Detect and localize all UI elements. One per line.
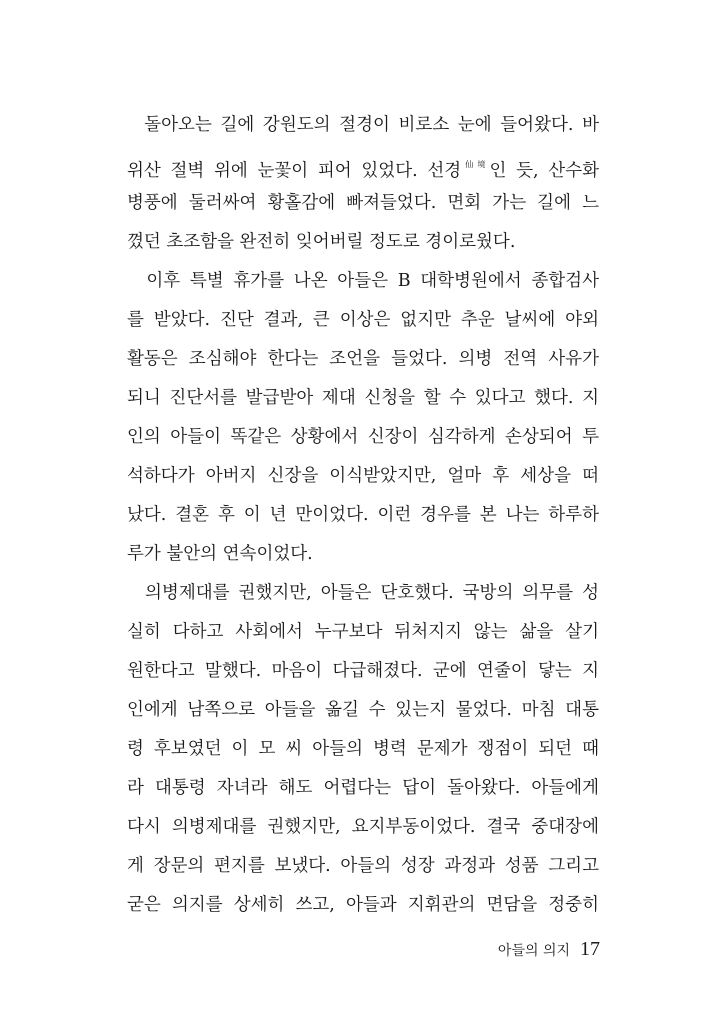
- text-line: 다시 의병제대를 권했지만, 요지부동이었다. 결국 중대장에: [127, 817, 599, 837]
- text-line: 석하다가 아버지 신장을 이식받았지만, 얼마 후 세상을 떠: [127, 466, 599, 486]
- text-line: 병풍에 둘러싸여 황홀감에 빠져들었다. 면회 가는 길에 느: [127, 193, 599, 213]
- page-number: 17: [580, 938, 600, 960]
- text-line: 났다. 결혼 후 이 년 만이었다. 이런 경우를 본 나는 하루하: [127, 505, 599, 525]
- text-line: 되니 진단서를 발급받아 제대 신청을 할 수 있다고 했다. 지: [127, 388, 599, 408]
- text-line: 령 후보였던 이 모 씨 아들의 병력 문제가 쟁점이 되던 때: [127, 739, 599, 759]
- text-segment: 위산 절벽 위에 눈꽃이 피어 있었다. 선경: [127, 161, 462, 181]
- text-line: 돌아오는 길에 강원도의 절경이 비로소 눈에 들어왔다. 바: [127, 115, 599, 135]
- text-line: [127, 145, 599, 184]
- text-segment: 인 듯, 산수화: [489, 161, 600, 181]
- text-line: 이후 특별 휴가를 나온 아들은 B 대학병원에서 종합검사: [127, 271, 599, 291]
- text-line: 를 받았다. 진단 결과, 큰 이상은 없지만 추운 날씨에 야외: [127, 310, 599, 330]
- text-line: 인에게 남쪽으로 아들을 옮길 수 있는지 물었다. 마침 대통: [127, 700, 599, 720]
- running-footer-title: 아들의 의지: [497, 943, 570, 959]
- text-line: 의병제대를 권했지만, 아들은 단호했다. 국방의 의무를 성: [127, 583, 599, 603]
- text-line: 실히 다하고 사회에서 누구보다 뒤처지지 않는 삶을 살기: [127, 622, 599, 642]
- text-line: 인의 아들이 똑같은 상황에서 신장이 심각하게 손상되어 투: [127, 427, 599, 447]
- text-line: 라 대통령 자녀라 해도 어렵다는 답이 돌아왔다. 아들에게: [127, 778, 599, 798]
- text-line: 게 장문의 편지를 보냈다. 아들의 성장 과정과 성품 그리고: [127, 856, 599, 876]
- text-line: 루가 불안의 연속이었다.: [127, 544, 313, 564]
- body-text: [127, 106, 599, 925]
- text-line: 꼈던 초조함을 완전히 잊어버릴 정도로 경이로웠다.: [127, 232, 516, 252]
- text-line: 굳은 의지를 상세히 쓰고, 아들과 지휘관의 면담을 정중히: [127, 895, 599, 915]
- text-line: 활동은 조심해야 한다는 조언을 들었다. 의병 전역 사유가: [127, 349, 599, 369]
- page-footer: [498, 938, 600, 961]
- text-line: 원한다고 말했다. 마음이 다급해졌다. 군에 연줄이 닿는 지: [127, 661, 599, 681]
- hanja-annotation: 仙境: [461, 160, 490, 169]
